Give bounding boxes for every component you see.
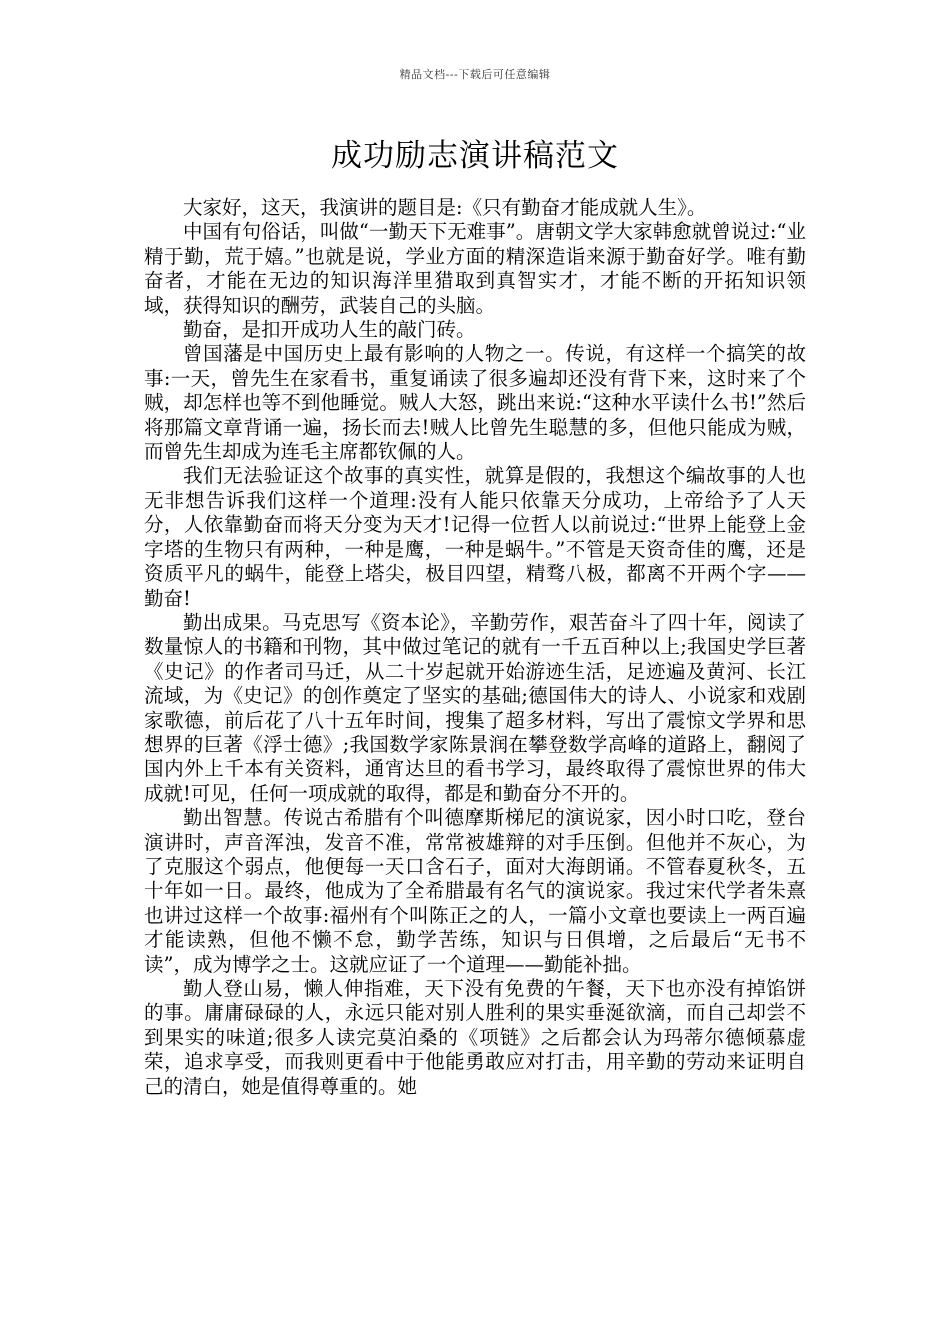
paragraph: 我们无法验证这个故事的真实性，就算是假的，我想这个编故事的人也无非想告诉我们这样一个道理:没有人能只依靠天分成功，上帝给予了人天分，人依靠勤奋而将天分变为天才!记得一位哲人以前说过:“世界上能登上金字塔的生物只有两种，一种是鹰，一种是蜗牛。”不管是天资奇佳的鹰，还是资质平凡的蜗牛，能登上塔尖，极目四望，精骛八极，都离不开两个字——勤奋! [144,464,806,610]
document-body [144,196,806,1099]
paragraph: 曾国藩是中国历史上最有影响的人物之一。传说，有这样一个搞笑的故事:一天，曾先生在家看书，重复诵读了很多遍却还没有背下来，这时来了个贼，却怎样也等不到他睡觉。贼人大怒，跳出来说:“这种水平读什么书!”然后将那篇文章背诵一遍，扬长而去!贼人比曾先生聪慧的多，但他只能成为贼，而曾先生却成为连毛主席都钦佩的人。 [144,342,806,464]
header-note: 精品文档---下载后可任意编辑 [399,68,551,81]
paragraph: 大家好，这天，我演讲的题目是:《只有勤奋才能成就人生》。 [183,196,707,219]
paragraph: 勤出智慧。传说古希腊有个叫德摩斯梯尼的演说家，因小时口吃，登台演讲时，声音浑浊，发音不准，常常被雄辩的对手压倒。但他并不灰心，为了克服这个弱点，他便每一天口含石子，面对大海朗诵。不管春夏秋冬，五十年如一日。最终，他成为了全希腊最有名气的演说家。我过宋代学者朱熹也讲过这样一个故事:福州有个叫陈正之的人，一篇小文章也要读上一两百遍才能读熟，但他不懒不怠，勤学苦练，知识与日俱增，之后最后“无书不读”，成为博学之士。这就应证了一个道理——勤能补拙。 [144,806,806,976]
paragraph: 中国有句俗话，叫做“一勤天下无难事”。唐朝文学大家韩愈就曾说过:“业精于勤，荒于嬉。”也就是说，学业方面的精深造诣来源于勤奋好学。唯有勤奋者，才能在无边的知识海洋里猎取到真智实才，才能不断的开拓知识领域，获得知识的酬劳，武装自己的头脑。 [144,220,806,317]
paragraph: 勤奋，是扣开成功人生的敲门砖。 [183,318,476,342]
document-title: 成功励志演讲稿范文 [331,138,619,174]
paragraph: 勤人登山易，懒人伸指难，天下没有免费的午餐，天下也亦没有掉馅饼的事。庸庸碌碌的人，永远只能对别人胜利的果实垂涎欲滴，而自己却尝不到果实的味道;很多人读完莫泊桑的《项链》之后都会认为玛蒂尔德倾慕虚荣，追求享受，而我则更看中于他能勇敢应对打击，用辛勤的劳动来证明自己的清白，她是值得尊重的。她 [144,977,806,1098]
paragraph: 勤出成果。马克思写《资本论》，辛勤劳作，艰苦奋斗了四十年，阅读了数量惊人的书籍和刊物，其中做过笔记的就有一千五百种以上;我国史学巨著《史记》的作者司马迁，从二十岁起就开始游迹生活，足迹遍及黄河、长江流域，为《史记》的创作奠定了坚实的基础;德国伟大的诗人、小说家和戏剧家歌德，前后花了八十五年时间，搜集了超多材料，写出了震惊文学界和思想界的巨著《浮士德》;我国数学家陈景润在攀登数学高峰的道路上，翻阅了国内外上千本有关资料，通宵达旦的看书学习，最终取得了震惊世界的伟大成就!可见，任何一项成就的取得，都是和勤奋分不开的。 [144,610,806,805]
